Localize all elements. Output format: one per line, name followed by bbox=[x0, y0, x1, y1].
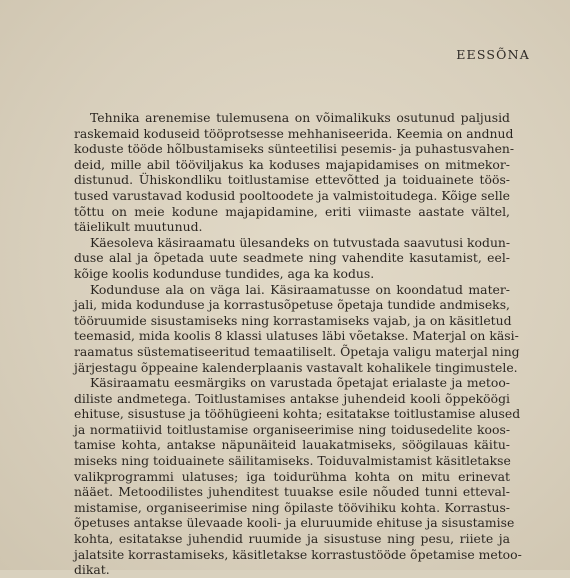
text-line: Kodunduse ala on väga lai. Käsiraamatusse on koondatud mater- bbox=[90, 281, 510, 297]
text-line: tõttu on meie kodune majapidamine, eriti viimaste aastate vältel, bbox=[74, 203, 510, 219]
text-line: jalatsite korrastamiseks, käsitletakse korrastustööde õpetamise metoo- bbox=[74, 546, 522, 562]
text-line: raamatus süstematiseeritud temaatiliselt. Õpetaja valigu materjal ning bbox=[74, 343, 520, 359]
text-line: õpetuses antakse ülevaade kooli- ja eluruumide ehituse ja sisustamise bbox=[74, 515, 515, 531]
text-line: kõige koolis kodunduse tundides, aga ka kodus. bbox=[74, 265, 375, 281]
text-line: deid, mille abil tööviljakus ka koduses majapidamises on mitmekor- bbox=[74, 156, 510, 172]
paragraph bbox=[74, 281, 520, 376]
text-line: duse alal ja õpetada uute seadmete ning vahendite kasutamist, eel- bbox=[74, 250, 510, 266]
text-line: järjestagu õppeaine kalenderplaanis vastavalt kohalikele tingimustele. bbox=[74, 359, 518, 375]
page-body bbox=[74, 110, 522, 578]
text-line: mistamise, organiseerimise ning õpilaste töövihiku kohta. Korrastus- bbox=[74, 499, 510, 515]
text-line: ja normatiivid toitlustamise organiseerimise ning toidusedelite koos- bbox=[74, 421, 510, 437]
text-line: kohta, esitatakse juhendid ruumide ja sisustuse ning pesu, riiete ja bbox=[74, 531, 510, 547]
text-line: Käesoleva käsiraamatu ülesandeks on tutvustada saavutusi kodun- bbox=[90, 234, 511, 250]
text-line: tamise kohta, antakse näpunäiteid lauakatmiseks, söögilauas käitu- bbox=[74, 437, 510, 453]
text-line: raskemaid koduseid tööprotsesse mehhaniseerida. Keemia on andnud bbox=[74, 125, 514, 141]
text-line: miseks ning toiduainete säilitamiseks. Toiduvalmistamist käsitletakse bbox=[74, 453, 511, 469]
paragraph bbox=[74, 235, 510, 282]
text-line: tused varustavad kodusid pooltoodete ja valmistoitudega. Kõige selle bbox=[74, 187, 510, 203]
text-line: Tehnika arenemise tulemusena on võimalikuks osutunud paljusid bbox=[90, 110, 510, 125]
text-line: valikprogrammi ulatuses; iga toidurühma kohta on mitu erinevat bbox=[74, 468, 510, 484]
text-line: täielikult muutunud. bbox=[74, 219, 203, 235]
text-line: Käsiraamatu eesmärgiks on varustada õpetajat erialaste ja metoo- bbox=[90, 375, 510, 391]
paragraph bbox=[74, 110, 515, 235]
text-line: distunud. Ühiskondliku toitlustamise ettevõtted ja toiduainete töös- bbox=[74, 172, 510, 188]
text-line: tööruumide sisustamiseks ning korrastamiseks vajab, ja on käsitletud bbox=[74, 312, 512, 328]
text-line: ehituse, sisustuse ja tööhügieeni kohta; esitatakse toitlustamise alused bbox=[74, 406, 521, 422]
page-heading: EESSÕNA bbox=[456, 47, 530, 62]
text-line: dikat. bbox=[74, 562, 110, 578]
text-line: diliste andmetega. Toitlustamises antakse juhendeid kooli õppeköögi bbox=[74, 390, 510, 406]
text-line: koduste tööde hõlbustamiseks sünteetilisi pesemis- ja puhastusvahen- bbox=[74, 141, 515, 157]
paragraph bbox=[74, 375, 522, 578]
text-line: jali, mida kodunduse ja korrastusõpetuse õpetaja tundide andmiseks, bbox=[74, 297, 510, 313]
text-line: teemasid, mida koolis 8 klassi ulatuses läbi võetakse. Materjal on käsi- bbox=[74, 328, 519, 344]
text-line: nääet. Metoodilistes juhenditest tuuakse esile nõuded tunni etteval- bbox=[74, 484, 510, 500]
